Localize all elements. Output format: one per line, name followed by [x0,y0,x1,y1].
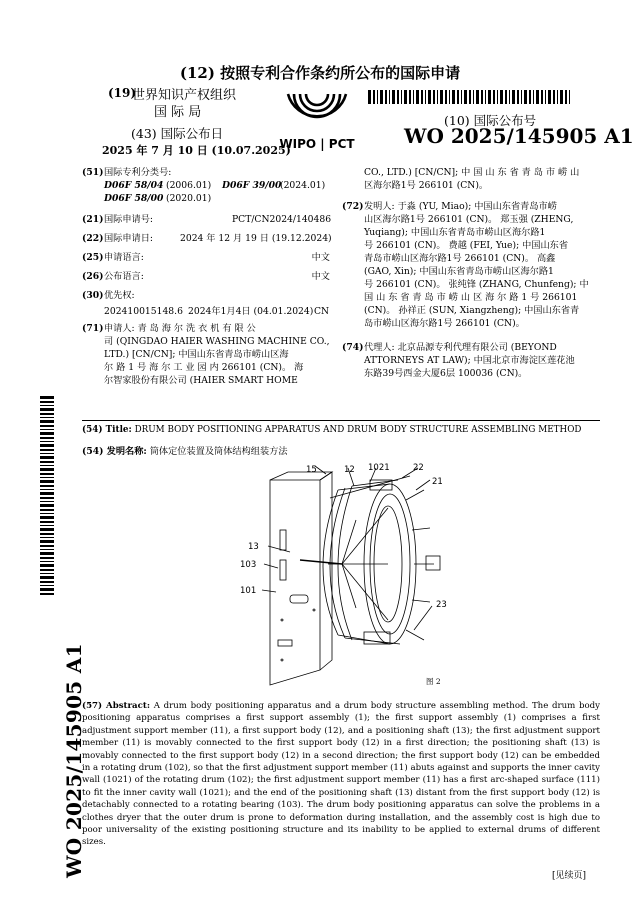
barcode-bar [40,528,54,531]
wipo-logo [258,86,376,154]
barcode-bar [40,449,54,451]
title-english-code: (54) Title: [82,425,132,435]
barcode-bar [536,90,539,104]
f21-code: (21) [82,214,104,225]
barcode-bar [40,480,54,483]
barcode-bar [548,90,551,104]
inventor-line-5: 青岛市崂山区海尔路1号 266101 (CN)。 高鑫 [364,253,556,264]
barcode-bar [457,90,459,104]
agent-line-1: 代理人: 北京品源专利代理有限公司 (BEYOND [364,342,557,353]
barcode-bar [40,413,54,415]
ipc-version-3: (2020.01) [166,193,212,204]
applicant-line-4: 尔 路 1 号 海 尔 工 业 园 内 266101 (CN)。 海 [104,362,304,373]
barcode-bar [40,501,54,502]
title-english: DRUM BODY POSITIONING APPARATUS AND DRUM BODY STRUCTURE ASSEMBLING METHOD [134,425,582,435]
inventor-line-2: 山区海尔路1号 266101 (CN)。 郑玉强 (ZHENG, [364,214,574,225]
barcode-bar [553,90,555,104]
applicant-line-5: 尔智家股份有限公司 (HAIER SMART HOME [104,375,298,386]
barcode-bar [485,90,486,104]
barcode-bar [368,90,371,104]
barcode-bar [40,429,54,430]
title-english-row [82,425,581,435]
figure-label-12: 12 [344,465,355,475]
barcode-bar [40,504,54,507]
barcode-bar [40,461,54,463]
filing-language: 中文 [311,252,330,263]
priority-date: 2024年1月4日 (04.01.2024) [188,306,314,317]
barcode-bar [469,90,471,104]
figure-label-23: 23 [436,600,447,610]
barcode-bar [40,581,54,583]
figure-label-22: 22 [413,463,424,473]
abstract [82,700,600,849]
barcode-bar [40,545,54,547]
barcode-bar [488,90,491,104]
barcode-bar [464,90,467,104]
barcode-bar [40,549,54,550]
barcode-bar [40,477,54,478]
barcode-bar [40,497,54,499]
abstract-label: (57) Abstract: [82,701,151,711]
barcode-bar [373,90,375,104]
barcode-bar [509,90,510,104]
barcode-bar [40,492,54,495]
barcode-bar [385,90,387,104]
barcode-bar [40,564,54,567]
f30-code: (30) [82,290,104,301]
barcode-bar [397,90,399,104]
applicant-cont-line-2: 区海尔路1号 266101 (CN)。 [364,180,489,191]
top-barcode [368,90,574,104]
barcode-bar [392,90,395,104]
patent-drawing [230,460,470,692]
barcode-bar [40,396,54,399]
ipc-version-2: (2024.01) [280,180,326,191]
barcode-bar [560,90,563,104]
barcode-bar [40,588,54,591]
barcode-bar [40,432,54,435]
barcode-bar [433,90,435,104]
inventor-line-1: 发明人: 于淼 (YU, Miao); 中国山东省青岛市崂 [364,201,557,212]
barcode-bar [380,90,383,104]
inventor-line-8: 国 山 东 省 青 岛 市 崂 山 区 海 尔 路 1 号 266101 [364,292,578,303]
org-bureau: 国 际 局 [154,105,202,120]
f26-label: 公布语言: [104,271,144,282]
agent-line-2: ATTORNEYS AT LAW); 中国北京市海淀区莲花池 [364,355,575,366]
barcode-bar [481,90,483,104]
barcode-bar [449,90,450,104]
barcode-bar [389,90,390,104]
applicant-line-1: 申请人: 青 岛 海 尔 洗 衣 机 有 限 公 [104,323,256,334]
org-code: (19) [108,86,137,100]
barcode-bar [425,90,426,104]
inventor-line-3: Yuqiang); 中国山东省青岛市崂山区海尔路1 [364,227,546,238]
applicant-line-3: LTD.) [CN/CN]; 中国山东省青岛市崂山区海 [104,349,289,360]
figure-label-21: 21 [432,477,443,487]
barcode-bar [413,90,414,104]
filing-date: 2024 年 12 月 19 日 (19.12.2024) [180,233,332,244]
barcode-bar [40,569,54,571]
barcode-bar [40,540,54,543]
barcode-bar [40,509,54,511]
f51-label: 国际专利分类号: [104,167,172,178]
barcode-bar [401,90,402,104]
barcode-bar [40,425,54,427]
barcode-bar [40,485,54,487]
pub-number-label: (10) 国际公布号 [444,113,537,128]
f22-label: 国际申请日: [104,233,154,244]
inventor-line-6: (GAO, Xin); 中国山东省青岛市崂山区海尔路1 [364,266,554,277]
barcode-bar [404,90,407,104]
barcode-bar [497,90,498,104]
barcode-bar [440,90,443,104]
barcode-bar [40,521,54,523]
barcode-bar [557,90,558,104]
priority-country: CN [314,306,330,317]
agent-line-3: 东路39号西金大厦6层 100036 (CN)。 [364,368,528,379]
f74-code: (74) [342,342,364,353]
document-type-heading: (12) 按照专利合作条约所公布的国际申请 [179,64,461,82]
inventor-line-9: (CN)。 孙祥正 (SUN, Xiangzheng); 中国山东省青 [364,305,580,316]
barcode-bar [40,456,54,459]
f51-code: (51) [82,167,104,178]
barcode-bar [40,453,54,454]
barcode-bar [500,90,503,104]
side-publication-number: WO 2025/145905 A1 [62,643,86,878]
barcode-bar [533,90,534,104]
f25-label: 申请语言: [104,252,144,263]
barcode-bar [40,437,54,439]
barcode-bar [40,537,54,538]
figure-caption: 图 2 [426,677,441,686]
title-separator [82,420,600,421]
barcode-bar [40,533,54,535]
figure-label-15: 15 [306,465,317,475]
barcode-bar [377,90,378,104]
application-number: PCT/CN2024/140486 [232,214,332,225]
figure-label-13: 13 [248,542,259,552]
barcode-bar [437,90,438,104]
inventor-line-7: 号 266101 (CN)。 张纯锋 (ZHANG, Chunfeng); 中 [364,279,589,290]
f22-code: (22) [82,233,104,244]
barcode-bar [524,90,527,104]
barcode-bar [521,90,522,104]
barcode-bar [40,408,54,411]
barcode-bar [40,468,54,471]
f71-code: (71) [82,323,104,334]
wipo-logo-text: WIPO | PCT [279,137,355,151]
barcode-bar [40,401,54,403]
barcode-bar [40,420,54,423]
pub-number: WO 2025/145905 A1 [404,124,634,148]
publication-language: 中文 [311,271,330,282]
barcode-bar [445,90,447,104]
barcode-bar [545,90,546,104]
barcode-bar [40,576,54,579]
ipc-code-2: D06F 39/00 [222,180,282,191]
abstract-text: A drum body positioning apparatus and a drum body structure assembling method. The drum body positioning apparatus comprises a first support assembly (1); the first support assembly (1) comprises a first adjustment support member (11), a first support body (12), and a positioning shaft (13); the first adjustment support member (11) is movably connected to the first support body (12) in a first direction; the positioning shaft (13) is movably connected to the first support body (12) in a second direction; the first support body (12) can be embedded in a rotating drum (102), so that the first adjustment support member (11) abuts against and supports the inner cavity wall (1021) of the rotating drum (102); the first adjustment support member (11) has a first arc-shaped surface (111) to fit the inner cavity wall (1021); and the end of the positioning shaft (13) distant from the first support body (12) is detachably connected to a rotating bearing (103). The drum body positioning apparatus can solve the problems in a clothes dryer that the outer drum is prone to deformation during installation, and the assembly cost is high due to poor universality of the existing positioning structure and its inability to be applied to external drums of different sizes. [82,701,601,848]
barcode-bar [517,90,519,104]
title-chinese-code: (54) 发明名称: [82,446,147,457]
barcode-bar [40,593,54,595]
barcode-bar [493,90,495,104]
f25-code: (25) [82,252,104,263]
barcode-bar [40,525,54,526]
applicant-cont-line-1: CO., LTD.) [CN/CN]; 中 国 山 东 省 青 岛 市 崂 山 [364,167,580,178]
barcode-bar [40,489,54,490]
barcode-bar [40,516,54,519]
priority-number: 202410015148.6 [104,306,183,317]
barcode-bar [473,90,474,104]
barcode-bar [40,557,54,559]
title-chinese-row [82,443,288,457]
ipc-version-1: (2006.01) [166,180,212,191]
figure-label-1021: 1021 [368,463,390,473]
barcode-bar [416,90,419,104]
barcode-bar [40,417,54,418]
applicant-line-2: 司 (QINGDAO HAIER WASHING MACHINE CO., [104,336,330,347]
org-name: 世界知识产权组织 [132,88,237,103]
barcode-bar [461,90,462,104]
barcode-bar [40,552,54,555]
f30-label: 优先权: [104,290,135,301]
barcode-bar [40,585,54,586]
barcode-bar [40,465,54,466]
pub-date-label: (43) 国际公布日 [131,126,224,141]
barcode-bar [40,513,54,514]
inventor-line-10: 岛市崂山区海尔路1号 266101 (CN)。 [364,318,525,329]
continued-note: [见续页] [552,871,587,881]
pub-date: 2025 年 7 月 10 日 (10.07.2025) [102,144,291,157]
barcode-bar [529,90,531,104]
barcode-bar [40,473,54,475]
f21-label: 国际申请号: [104,214,154,225]
ipc-code-1: D06F 58/04 [104,180,164,191]
barcode-bar [565,90,567,104]
barcode-bar [541,90,543,104]
barcode-bar [512,90,515,104]
barcode-bar [40,561,54,562]
title-chinese: 筒体定位装置及筒体结构组装方法 [149,446,288,457]
ipc-code-3: D06F 58/00 [104,193,164,204]
barcode-bar [428,90,431,104]
barcode-bar [421,90,423,104]
barcode-bar [452,90,455,104]
barcode-bar [476,90,479,104]
barcode-bar [40,573,54,574]
inventor-line-4: 号 266101 (CN)。 费越 (FEI, Yue); 中国山东省 [364,240,569,251]
barcode-bar [409,90,411,104]
barcode-bar [40,444,54,447]
barcode-bar [569,90,570,104]
f26-code: (26) [82,271,104,282]
f72-code: (72) [342,201,364,212]
side-barcode [40,396,54,596]
figure-label-101: 101 [240,586,257,596]
figure-label-103: 103 [240,560,257,570]
barcode-bar [505,90,507,104]
barcode-bar [40,405,54,406]
barcode-bar [40,441,54,442]
